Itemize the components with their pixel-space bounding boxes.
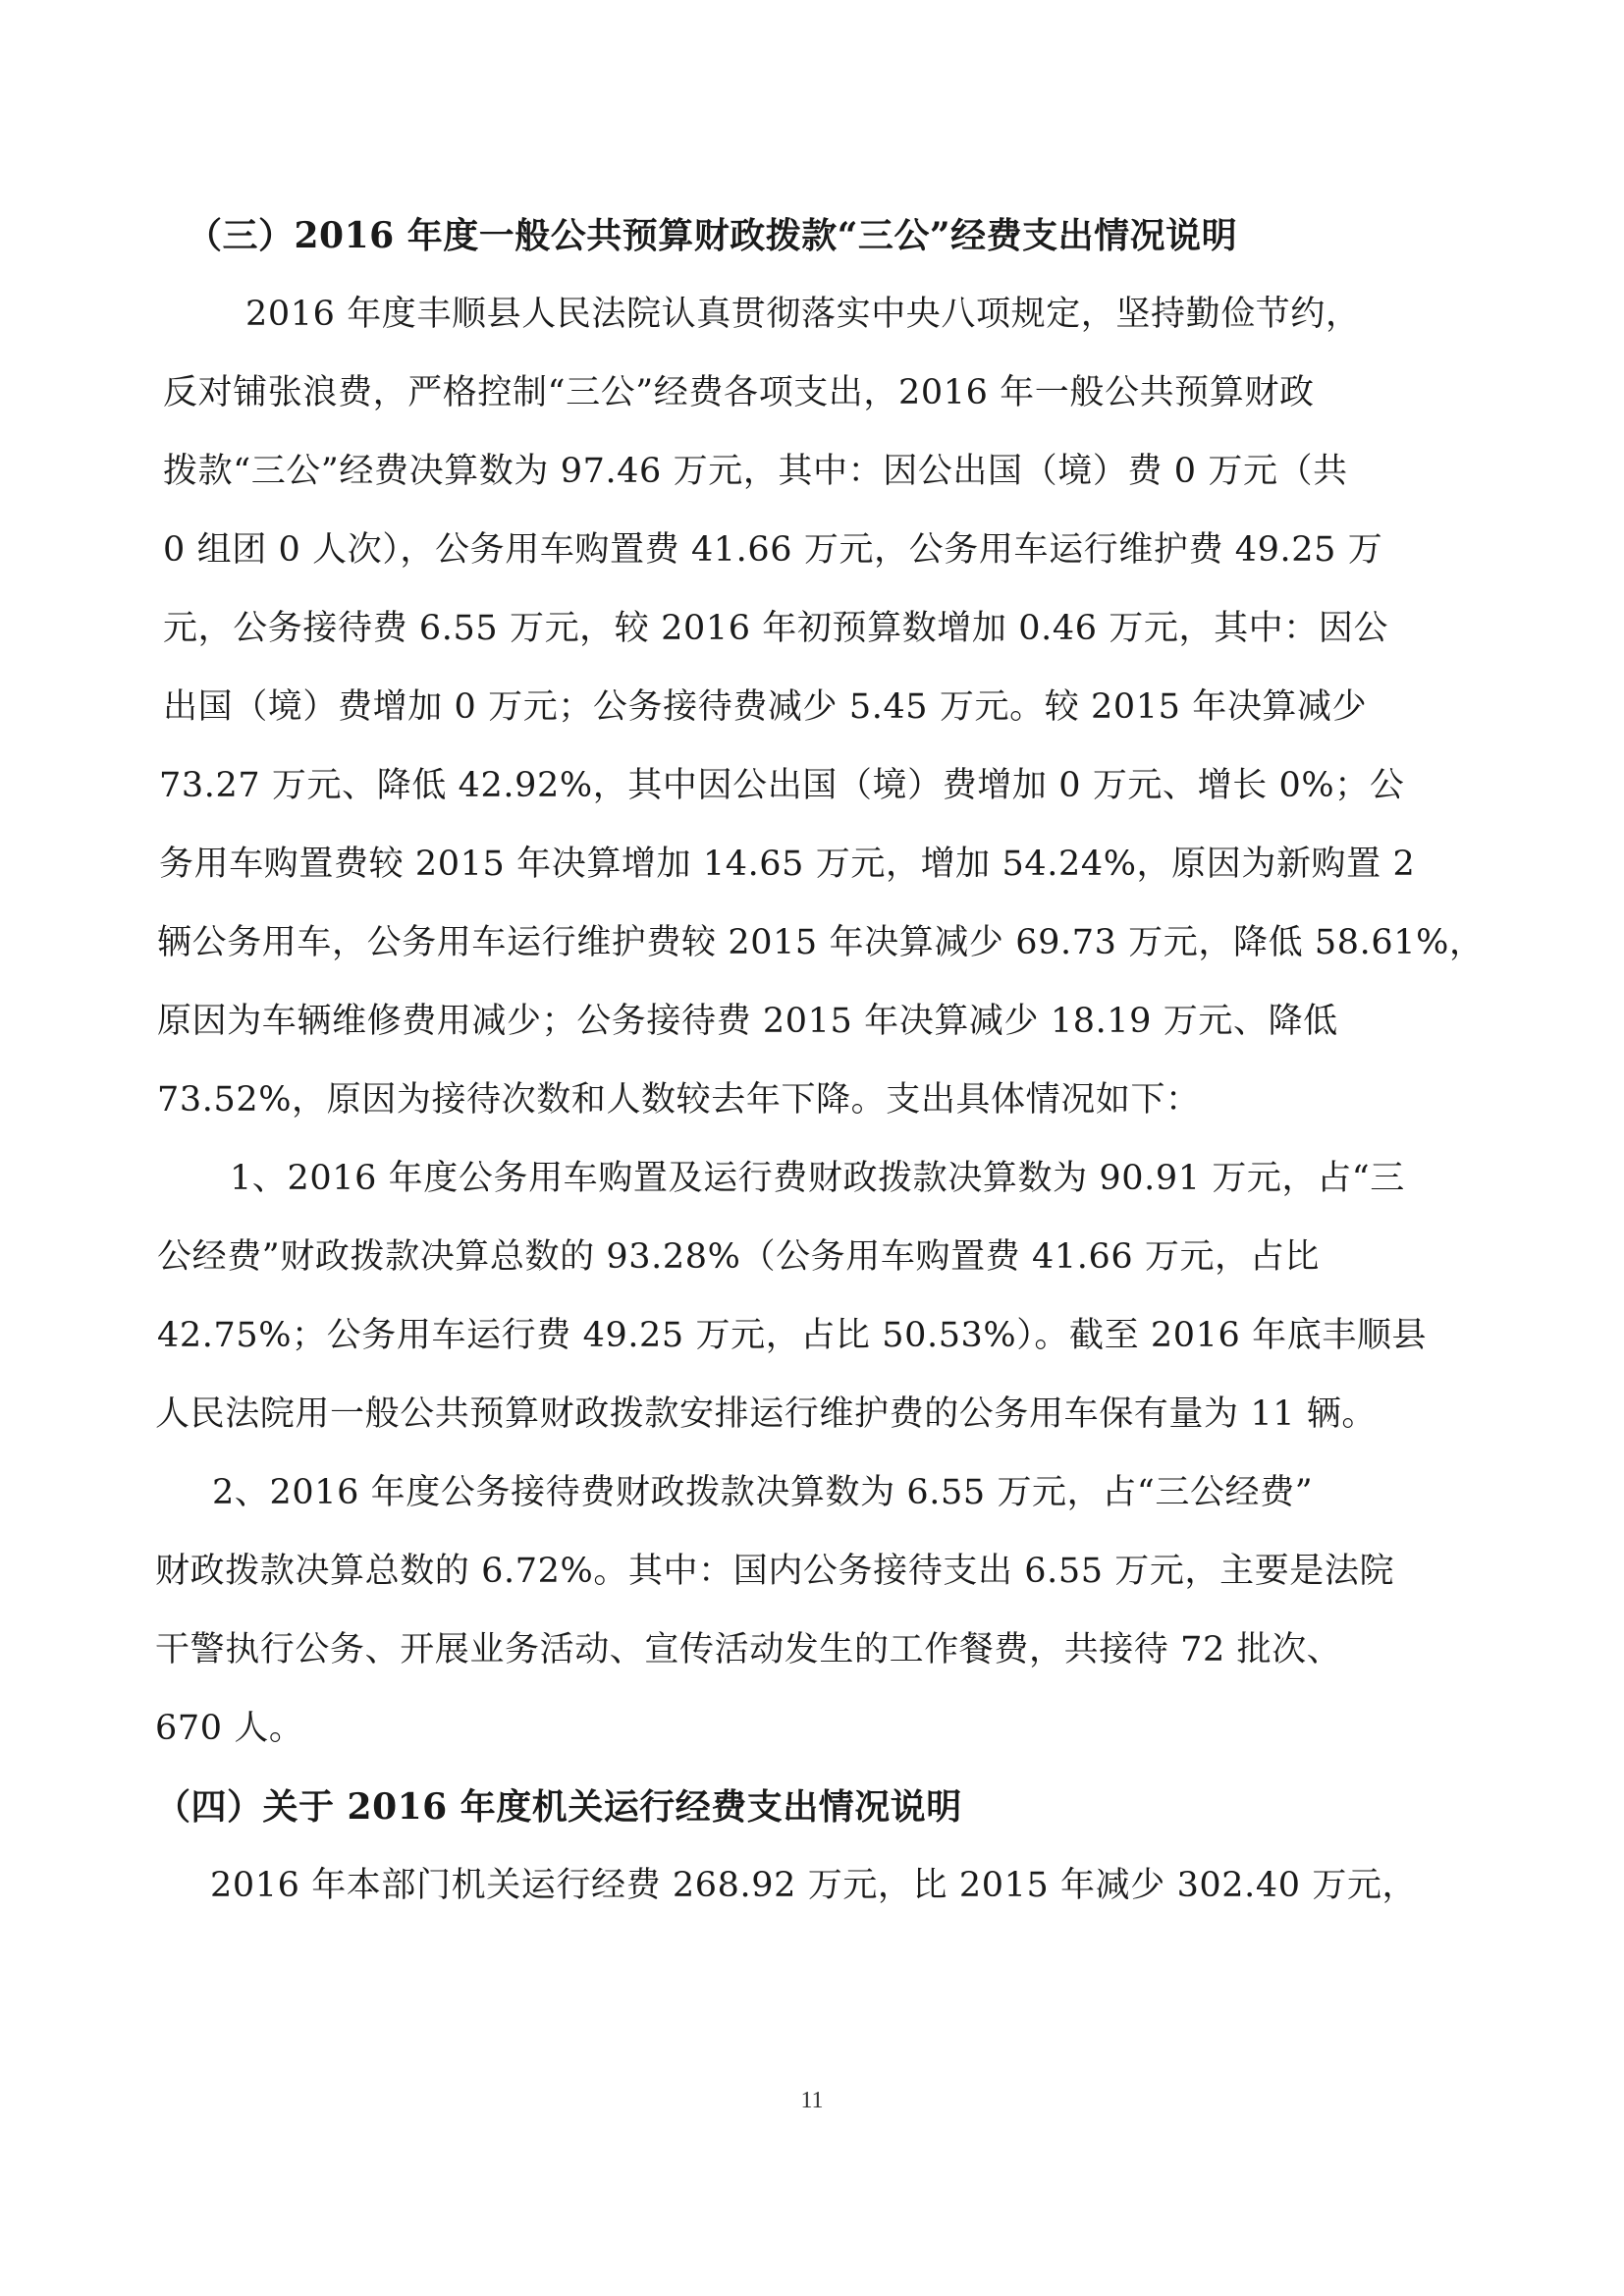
- item-2-line: 2、2016 年度公务接待费财政拨款决算数为 6.55 万元，占“三公经费”: [212, 1473, 1314, 1512]
- paragraph-line: 出国（境）费增加 0 万元；公务接待费减少 5.45 万元。较 2015 年决算减少: [163, 687, 1368, 727]
- item-2-line: 财政拨款决算总数的 6.72%。其中：国内公务接待支出 6.55 万元，主要是法院: [155, 1552, 1395, 1591]
- paragraph-line: 73.27 万元、降低 42.92%，其中因公出国（境）费增加 0 万元、增长 0%；公: [159, 766, 1405, 805]
- paragraph-line: 反对铺张浪费，严格控制“三公”经费各项支出，2016 年一般公共预算财政: [163, 373, 1315, 412]
- item-2-line: 670 人。: [155, 1709, 304, 1748]
- paragraph-line: 辆公务用车，公务用车运行维护费较 2015 年决算减少 69.73 万元，降低 58.61%，: [157, 923, 1485, 962]
- paragraph-line: 务用车购置费较 2015 年决算增加 14.65 万元，增加 54.24%，原因为新购置 2: [159, 845, 1416, 884]
- paragraph-line: 0 组团 0 人次），公务用车购置费 41.66 万元，公务用车运行维护费 49.25 万: [163, 530, 1383, 570]
- paragraph-line: 拨款“三公”经费决算数为 97.46 万元，其中：因公出国（境）费 0 万元（共: [163, 452, 1348, 491]
- paragraph-line: 原因为车辆维修费用减少；公务接待费 2015 年决算减少 18.19 万元、降低: [157, 1002, 1338, 1041]
- item-1-line: 42.75%；公务用车运行费 49.25 万元，占比 50.53%）。截至 2016 年底丰顺县: [157, 1316, 1428, 1355]
- item-1-line: 人民法院用一般公共预算财政拨款安排运行维护费的公务用车保有量为 11 辆。: [155, 1394, 1377, 1434]
- paragraph-line: 2016 年本部门机关运行经费 268.92 万元，比 2015 年减少 302.40 万元，: [210, 1866, 1418, 1905]
- paragraph-line: 73.52%，原因为接待次数和人数较去年下降。支出具体情况如下：: [157, 1080, 1201, 1120]
- section-3-heading: （三）2016 年度一般公共预算财政拨款“三公”经费支出情况说明: [187, 215, 1238, 256]
- page-number: 11: [800, 2088, 824, 2113]
- item-2-line: 干警执行公务、开展业务活动、宣传活动发生的工作餐费，共接待 72 批次、: [155, 1630, 1342, 1669]
- paragraph-line: 2016 年度丰顺县人民法院认真贯彻落实中央八项规定，坚持勤俭节约，: [245, 295, 1361, 334]
- paragraph-line: 元，公务接待费 6.55 万元，较 2016 年初预算数增加 0.46 万元，其中：因公: [163, 609, 1389, 648]
- item-1-line: 1、2016 年度公务用车购置及运行费财政拨款决算数为 90.91 万元，占“三: [230, 1159, 1405, 1198]
- section-4-heading: （四）关于 2016 年度机关运行经费支出情况说明: [155, 1786, 962, 1828]
- item-1-line: 公经费”财政拨款决算总数的 93.28%（公务用车购置费 41.66 万元，占比: [157, 1237, 1320, 1277]
